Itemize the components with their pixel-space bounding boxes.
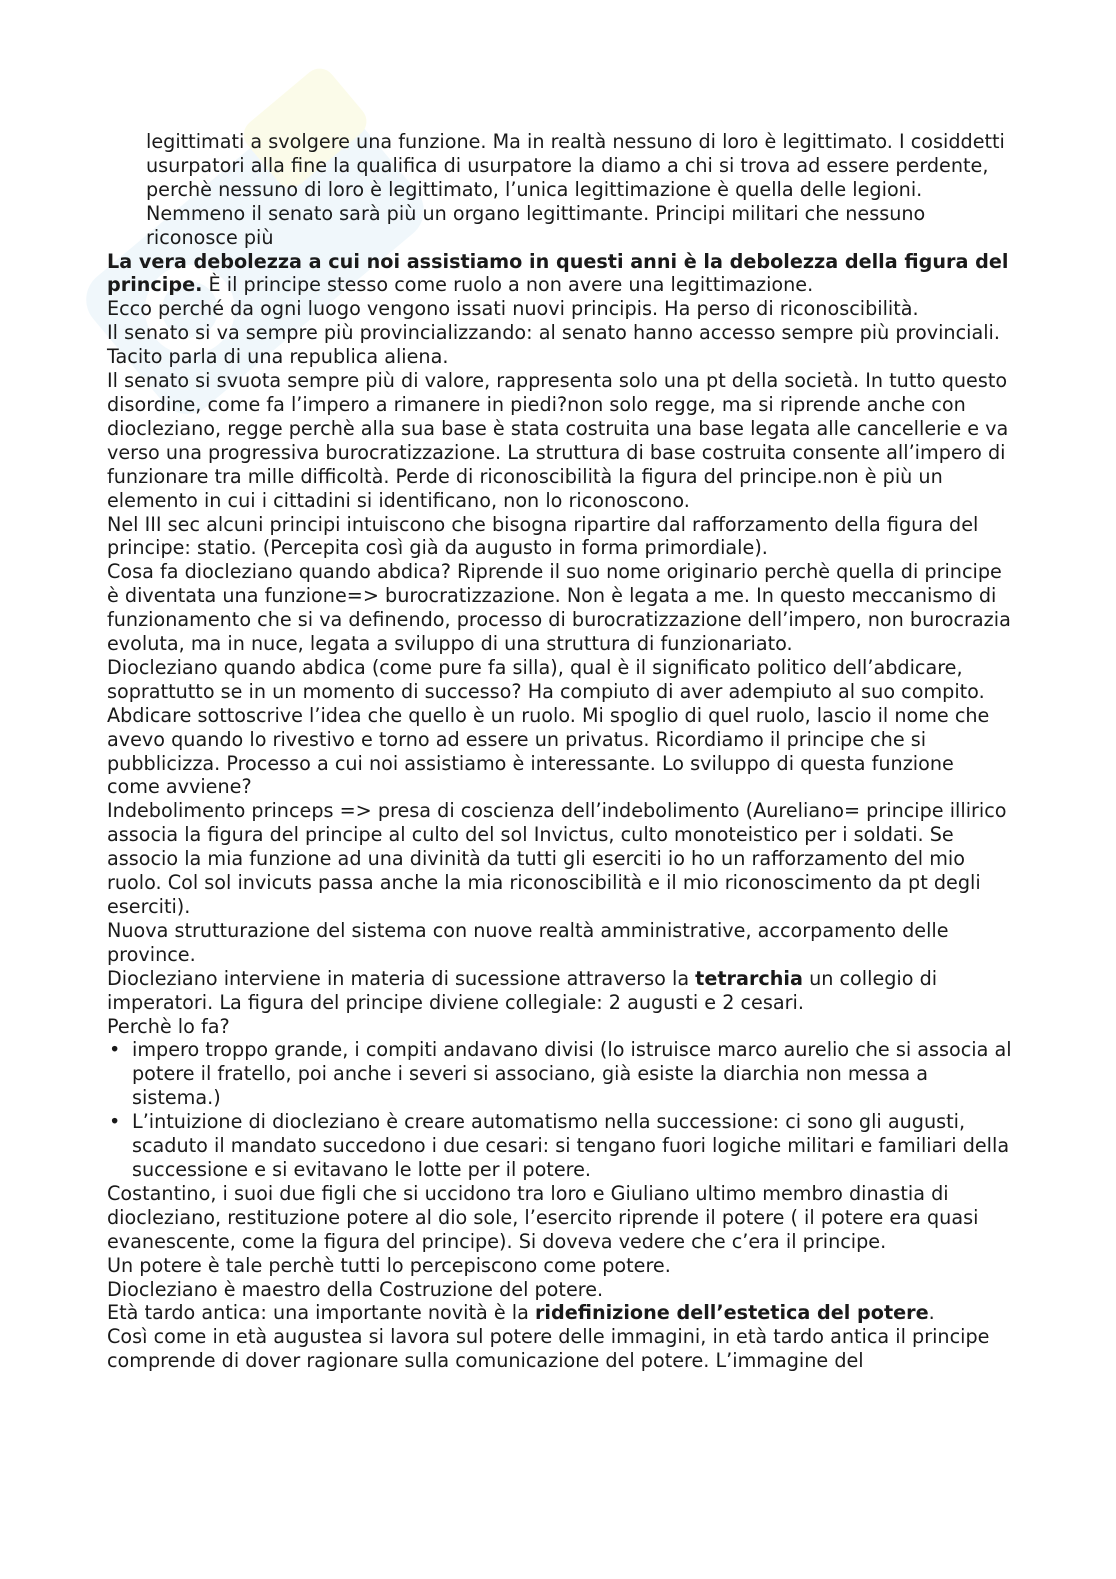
text-run: . <box>928 1301 935 1325</box>
text-run: legittimati a svolgere una funzione. Ma in realtà nessuno di loro è legittimato. I cosiddetti usurpatori alla fine la qualifica di usurpatore la diamo a chi si trova ad essere perdente, perchè nessuno di loro è legittimato, l’unica legittimazione è quella delle legioni. Nemmeno il senato sarà più un organo legittimante. Principi militari che nessuno riconosce più <box>146 130 1005 249</box>
text-run: Tacito parla di una republica aliena. <box>107 345 449 369</box>
paragraph <box>107 1015 1012 1039</box>
text-run: Il senato si svuota sempre più di valore, rappresenta solo una pt della società. In tutto questo disordine, come fa l’impero a rimanere in piedi?non solo regge, ma si riprende anche con diocleziano, regge perchè alla sua base è stata costruita una base legata alle cancellerie e va verso una progressiva burocratizzazione. La struttura di base costruita consente all’impero di funzionare tra mille difficoltà. Perde di riconoscibilità la figura del principe.non è più un elemento in cui i cittadini si identificano, non lo riconoscono. <box>107 369 1009 512</box>
text-run: Ecco perché da ogni luogo vengono issati nuovi principis. Ha perso di riconoscibilità. <box>107 297 919 321</box>
paragraph <box>107 513 1012 561</box>
paragraph <box>107 656 1012 799</box>
text-run: Nuova strutturazione del sistema con nuove realtà amministrative, accorpamento delle province. <box>107 918 949 966</box>
document-page <box>107 130 1012 1373</box>
paragraph <box>107 919 1012 967</box>
paragraph <box>107 1301 1012 1325</box>
paragraph <box>107 345 1012 369</box>
text-run: È il principe stesso come ruolo a non avere una legittimazione. <box>202 273 814 297</box>
paragraph <box>107 297 1012 321</box>
text-run: Età tardo antica: una importante novità è la <box>107 1301 535 1325</box>
text-run: Un potere è tale perchè tutti lo percepiscono come potere. <box>107 1253 671 1277</box>
paragraph <box>107 321 1012 345</box>
text-run: un collegio di imperatori. La figura del principe diviene collegiale: 2 augusti e 2 cesari. <box>107 966 938 1014</box>
paragraph <box>107 1278 1012 1302</box>
paragraph <box>107 369 1012 512</box>
text-run: Diocleziano quando abdica (come pure fa silla), qual è il significato politico dell’abdicare, soprattutto se in un momento di successo? Ha compiuto di aver adempiuto al suo compito. Abdicare sottoscrive l’idea che quello è un ruolo. Mi spoglio di quel ruolo, lascio il nome che avevo quando lo rivestivo e torno ad essere un privatus. Ricordiamo il principe che si pubblicizza. Processo a cui noi assistiamo è interessante. Lo sviluppo di questa funzione come avviene? <box>107 655 990 799</box>
paragraph <box>107 130 1012 250</box>
paragraph <box>107 1182 1012 1254</box>
paragraph <box>107 1254 1012 1278</box>
bullet-item: • impero troppo grande, i compiti andavano divisi (lo istruisce marco aurelio che si associa al potere il fratello, poi anche i severi si associano, già esiste la diarchia non messa a sistema.) <box>107 1038 1012 1110</box>
paragraph <box>107 967 1012 1015</box>
bullet-list <box>107 1038 1012 1181</box>
paragraph <box>107 560 1012 656</box>
paragraph <box>107 1325 1012 1373</box>
text-run: Cosa fa diocleziano quando abdica? Riprende il suo nome originario perchè quella di principe è diventata una funzione=> burocratizzazione. Non è legata a me. In questo meccanismo di funzionamento che si va definendo, processo di burocratizzazione dell’impero, non burocrazia evoluta, ma in nuce, legata a sviluppo di una struttura di funzionariato. <box>107 560 1011 656</box>
bullet-item: • L’intuizione di diocleziano è creare automatismo nella successione: ci sono gli augusti, scaduto il mandato succedono i due cesari: si tengano fuori logiche militari e familiari della successione e si evitavano le lotte per il potere. <box>107 1110 1012 1182</box>
text-run: Indebolimento princeps => presa di coscienza dell’indebolimento (Aureliano= principe illirico associa la figura del principe al culto del sol Invictus, culto monoteistico per i soldati. Se associo la mia funzione ad una divinità da tutti gli eserciti io ho un rafforzamento del mio ruolo. Col sol invicuts passa anche la mia riconoscibilità e il mio riconoscimento da pt degli eserciti). <box>107 799 1007 918</box>
text-run: Nel III sec alcuni principi intuiscono che bisogna ripartire dal rafforzamento della figura del principe: statio. (Percepita così già da augusto in forma primordiale). <box>107 512 979 560</box>
bold-text: tetrarchia <box>695 966 803 990</box>
paragraph <box>107 799 1012 919</box>
bold-text: ridefinizione dell’estetica del potere <box>534 1301 929 1325</box>
text-run: Costantino, i suoi due figli che si uccidono tra loro e Giuliano ultimo membro dinastia di diocleziano, restituzione potere al dio sole, l’esercito riprende il potere ( il potere era quasi evanescente, come la figura del principe). Si doveva vedere che c’era il principe. <box>107 1181 979 1253</box>
text-run: Diocleziano è maestro della Costruzione del potere. <box>107 1277 604 1301</box>
text-run: Perchè lo fa? <box>107 1014 230 1038</box>
bold-text: La vera debolezza a cui noi assistiamo in questi anni è la debolezza della figura del principe. <box>107 249 1009 297</box>
text-run: Così come in età augustea si lavora sul potere delle immagini, in età tardo antica il principe comprende di dover ragionare sulla comunicazione del potere. L’immagine del <box>107 1325 990 1373</box>
text-run: Il senato si va sempre più provincializzando: al senato hanno accesso sempre più provinciali. <box>107 321 1000 345</box>
text-run: Diocleziano interviene in materia di sucessione attraverso la <box>107 966 696 990</box>
paragraph <box>107 250 1012 298</box>
